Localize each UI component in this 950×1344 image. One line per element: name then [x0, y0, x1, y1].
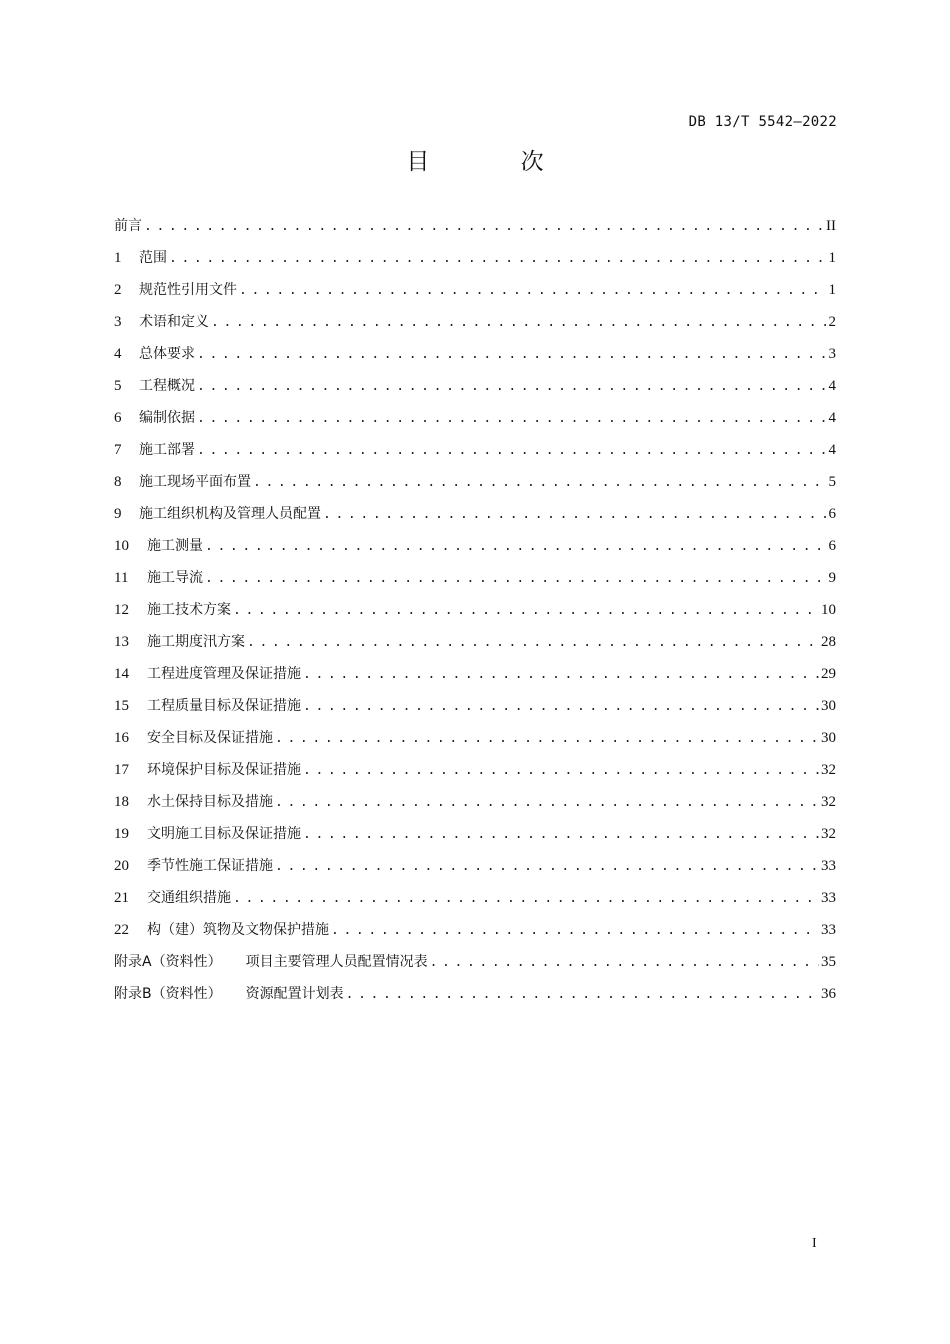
toc-entry-page: 4 — [828, 410, 836, 426]
toc-entry-number: 17 — [114, 762, 129, 778]
toc-entry-label — [147, 792, 273, 812]
toc-entry-label — [147, 568, 203, 588]
toc-entry-label — [139, 280, 237, 300]
toc-entry[interactable] — [114, 792, 836, 824]
toc-entry-number: 8 — [114, 474, 122, 490]
toc-entry[interactable] — [114, 472, 836, 504]
toc-dot-leader — [253, 473, 827, 493]
toc-entry-page: 33 — [821, 890, 836, 906]
page-number: I — [812, 1236, 817, 1251]
toc-dot-leader — [323, 505, 827, 525]
toc-dot-leader — [303, 697, 819, 717]
toc-entry[interactable] — [114, 600, 836, 632]
toc-entry-label — [139, 376, 195, 396]
toc-entry-label — [147, 664, 301, 684]
toc-entry-page: 10 — [821, 602, 836, 618]
toc-entry-label-text: 施工现场平面布置 — [139, 474, 251, 490]
toc-entry-label-text: 施工技术方案 — [147, 602, 231, 618]
toc-entry-label — [147, 920, 329, 940]
toc-entry-label-text: 构（建）筑物及文物保护措施 — [147, 922, 329, 938]
toc-entry-label — [114, 952, 428, 972]
toc-entry-number: 22 — [114, 922, 129, 938]
toc-dot-leader — [247, 633, 819, 653]
toc-entry-page: 32 — [821, 826, 836, 842]
toc-entry-number: 11 — [114, 570, 129, 586]
toc-entry-label — [147, 600, 231, 620]
toc-entry[interactable] — [114, 632, 836, 664]
toc-entry-label-text: 附录A（资料性） — [114, 954, 222, 970]
toc-entry[interactable] — [114, 696, 836, 728]
toc-entry[interactable] — [114, 888, 836, 920]
toc-entry[interactable] — [114, 920, 836, 952]
toc-entry-label-text: 工程质量目标及保证措施 — [147, 698, 301, 714]
toc-dot-leader — [239, 281, 827, 301]
toc-entry-appendix-title: 项目主要管理人员配置情况表 — [245, 954, 428, 970]
toc-entry-label-text: 施工组织机构及管理人员配置 — [139, 506, 321, 522]
toc-entry-label — [147, 824, 301, 844]
toc-dot-leader — [205, 569, 827, 589]
toc-dot-leader — [211, 313, 827, 333]
toc-entry-number: 14 — [114, 666, 129, 682]
toc-dot-leader — [144, 217, 824, 237]
toc-entry-label — [139, 472, 251, 492]
toc-entry[interactable] — [114, 760, 836, 792]
toc-dot-leader — [197, 409, 827, 429]
toc-entry-number: 10 — [114, 538, 129, 554]
toc-entry-label-text: 交通组织措施 — [147, 890, 231, 906]
toc-entry-page: 6 — [828, 506, 836, 522]
toc-dot-leader — [233, 601, 819, 621]
toc-dot-leader — [275, 793, 819, 813]
toc-dot-leader — [205, 537, 827, 557]
toc-entry-label-text: 附录B（资料性） — [114, 986, 222, 1002]
toc-entry-label-text: 水土保持目标及措施 — [147, 794, 273, 810]
toc-dot-leader — [303, 825, 819, 845]
toc-dot-leader — [303, 761, 819, 781]
toc-entry-page: 1 — [828, 282, 836, 298]
toc-entry-label-text: 季节性施工保证措施 — [147, 858, 273, 874]
toc-entry-page: 9 — [828, 570, 836, 586]
document-code: DB 13/T 5542—2022 — [688, 114, 837, 130]
toc-entry[interactable] — [114, 216, 836, 248]
toc-entry-number: 19 — [114, 826, 129, 842]
toc-entry-page: 32 — [821, 762, 836, 778]
toc-entry-appendix-title: 资源配置计划表 — [245, 986, 344, 1002]
toc-entry-label — [139, 248, 167, 268]
toc-entry-label-text: 施工期度汛方案 — [147, 634, 245, 650]
toc-entry-page: 2 — [828, 314, 836, 330]
toc-entry-label-text: 施工测量 — [147, 538, 203, 554]
toc-entry-label-text: 术语和定义 — [139, 314, 209, 330]
toc-entry-number: 3 — [114, 314, 122, 330]
toc-entry-label-text: 施工导流 — [147, 570, 203, 586]
toc-entry-page: 30 — [821, 730, 836, 746]
toc-dot-leader — [331, 921, 819, 941]
toc-entry-number: 6 — [114, 410, 122, 426]
toc-entry-number: 13 — [114, 634, 129, 650]
toc-entry[interactable] — [114, 248, 836, 280]
toc-entry[interactable] — [114, 504, 836, 536]
toc-entry-label — [147, 536, 203, 556]
toc-entry[interactable] — [114, 984, 836, 1016]
toc-entry-page: 1 — [828, 250, 836, 266]
toc-entry-label-text: 工程进度管理及保证措施 — [147, 666, 301, 682]
toc-entry-page: 28 — [821, 634, 836, 650]
toc-entry-page: 3 — [828, 346, 836, 362]
toc-entry-label — [139, 440, 195, 460]
page-title: 目 次 — [406, 149, 586, 175]
toc-dot-leader — [169, 249, 827, 269]
toc-entry[interactable] — [114, 856, 836, 888]
toc-entry-page: 36 — [821, 986, 836, 1002]
toc-dot-leader — [430, 953, 819, 973]
toc-entry-label — [147, 632, 245, 652]
toc-entry-label — [147, 760, 301, 780]
toc-entry-label — [139, 344, 195, 364]
toc-entry-number: 7 — [114, 442, 122, 458]
toc-entry-number: 5 — [114, 378, 122, 394]
toc-entry-page: 5 — [828, 474, 836, 490]
toc-entry[interactable] — [114, 440, 836, 472]
toc-entry-label-text: 施工部署 — [139, 442, 195, 458]
toc-entry-label-text: 规范性引用文件 — [139, 282, 237, 298]
toc-entry-number: 16 — [114, 730, 129, 746]
toc-entry-number: 15 — [114, 698, 129, 714]
toc-dot-leader — [275, 857, 819, 877]
toc-entry[interactable] — [114, 568, 836, 600]
toc-entry-page: 4 — [828, 442, 836, 458]
toc-entry[interactable] — [114, 824, 836, 856]
toc-entry-page: 30 — [821, 698, 836, 714]
toc-entry-label-text: 工程概况 — [139, 378, 195, 394]
toc-dot-leader — [197, 377, 827, 397]
toc-entry-label — [139, 312, 209, 332]
toc-entry-number: 2 — [114, 282, 122, 298]
toc-entry-page: 6 — [828, 538, 836, 554]
toc-entry-page: 32 — [821, 794, 836, 810]
toc-entry[interactable] — [114, 536, 836, 568]
toc-entry-label-text: 编制依据 — [139, 410, 195, 426]
toc-entry-label — [114, 216, 142, 236]
toc-entry-label — [147, 888, 231, 908]
toc-entry[interactable] — [114, 408, 836, 440]
toc-entry-number: 1 — [114, 250, 122, 266]
toc-dot-leader — [233, 889, 819, 909]
toc-entry-number: 4 — [114, 346, 122, 362]
toc-entry-label-text: 范围 — [139, 250, 167, 266]
toc-entry[interactable] — [114, 344, 836, 376]
toc-entry-label — [139, 408, 195, 428]
table-of-contents — [114, 216, 836, 1016]
toc-dot-leader — [197, 345, 827, 365]
toc-entry[interactable] — [114, 280, 836, 312]
toc-entry[interactable] — [114, 376, 836, 408]
toc-dot-leader — [346, 985, 819, 1005]
toc-entry[interactable] — [114, 952, 836, 984]
toc-entry-page: II — [826, 218, 836, 234]
toc-dot-leader — [197, 441, 827, 461]
toc-entry[interactable] — [114, 664, 836, 696]
toc-entry[interactable] — [114, 728, 836, 760]
toc-entry-label-text: 文明施工目标及保证措施 — [147, 826, 301, 842]
toc-entry-page: 33 — [821, 922, 836, 938]
toc-entry-number: 9 — [114, 506, 122, 522]
toc-entry-label — [114, 984, 344, 1004]
toc-entry-label-text: 前言 — [114, 218, 142, 234]
toc-entry-page: 4 — [828, 378, 836, 394]
toc-dot-leader — [303, 665, 819, 685]
toc-entry-label — [147, 856, 273, 876]
toc-entry-label — [139, 504, 321, 524]
toc-entry-number: 18 — [114, 794, 129, 810]
toc-entry-label-text: 安全目标及保证措施 — [147, 730, 273, 746]
toc-entry-page: 33 — [821, 858, 836, 874]
toc-entry-label-text: 环境保护目标及保证措施 — [147, 762, 301, 778]
toc-entry-label-text: 总体要求 — [139, 346, 195, 362]
toc-entry-number: 21 — [114, 890, 129, 906]
toc-entry-label — [147, 696, 301, 716]
toc-dot-leader — [275, 729, 819, 749]
toc-entry[interactable] — [114, 312, 836, 344]
toc-entry-label — [147, 728, 273, 748]
toc-entry-page: 35 — [821, 954, 836, 970]
toc-entry-page: 29 — [821, 666, 836, 682]
toc-entry-number: 12 — [114, 602, 129, 618]
toc-entry-number: 20 — [114, 858, 129, 874]
